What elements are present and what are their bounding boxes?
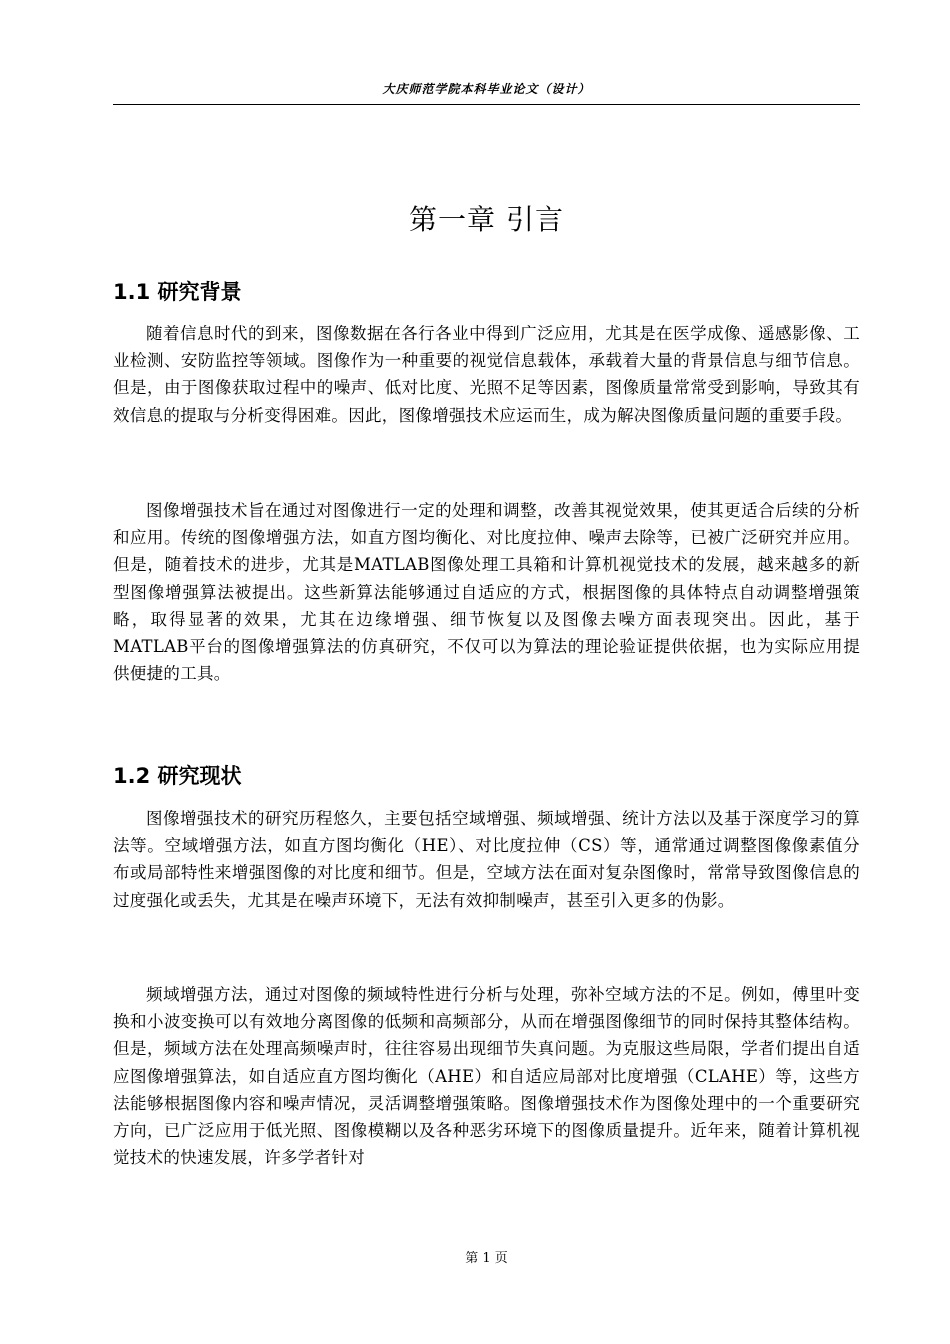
section-heading-status: 1.2 研究现状 xyxy=(113,764,242,788)
running-header: 大庆师范学院本科毕业论文（设计） xyxy=(382,82,591,96)
header-rule xyxy=(113,104,860,105)
chapter-title: 第一章 引言 xyxy=(409,203,564,236)
paragraph-status-1: 图像增强技术的研究历程悠久，主要包括空域增强、频域增强、统计方法以及基于深度学习的算法等。空域增强方法，如直方图均衡化（HE）、对比度拉伸（CS）等，通常通过调整图像像素值分布或局部特性来增强图像的对比度和细节。但是，空域方法在面对复杂图像时，常常导致图像信息的过度强化或丢失，尤其是在噪声环境下，无法有效抑制噪声，甚至引入更多的伪影。 xyxy=(113,809,860,910)
paragraph-status-2: 频域增强方法，通过对图像的频域特性进行分析与处理，弥补空域方法的不足。例如，傅里叶变换和小波变换可以有效地分离图像的低频和高频部分，从而在增强图像细节的同时保持其整体结构。但是，频域方法在处理高频噪声时，往往容易出现细节失真问题。为克服这些局限，学者们提出自适应图像增强算法，如自适应直方图均衡化（AHE）和自适应局部对比度增强（CLAHE）等，这些方法能够根据图像内容和噪声情况，灵活调整增强策略。图像增强技术作为图像处理中的一个重要研究方向，已广泛应用于低光照、图像模糊以及各种恶劣环境下的图像质量提升。近年来，随着计算机视觉技术的快速发展，许多学者针对 xyxy=(113,985,860,1168)
paragraph-background-2: 图像增强技术旨在通过对图像进行一定的处理和调整，改善其视觉效果，使其更适合后续的分析和应用。传统的图像增强方法，如直方图均衡化、对比度拉伸、噪声去除等，已被广泛研究并应用。但是，随着技术的进步，尤其是MATLAB图像处理工具箱和计算机视觉技术的发展，越来越多的新型图像增强算法被提出。这些新算法能够通过自适应的方式，根据图像的具体特点自动调整增强策略，取得显著的效果，尤其在边缘增强、细节恢复以及图像去噪方面表现突出。因此，基于MATLAB平台的图像增强算法的仿真研究，不仅可以为算法的理论验证提供依据，也为实际应用提供便捷的工具。 xyxy=(113,501,860,684)
section-heading-background: 1.1 研究背景 xyxy=(113,280,242,304)
page-number: 第 1 页 xyxy=(465,1251,508,1266)
paragraph-background-1: 随着信息时代的到来，图像数据在各行各业中得到广泛应用，尤其是在医学成像、遥感影像、工业检测、安防监控等领域。图像作为一种重要的视觉信息载体，承载着大量的背景信息与细节信息。但是，由于图像获取过程中的噪声、低对比度、光照不足等因素，图像质量常常受到影响，导致其有效信息的提取与分析变得困难。因此，图像增强技术应运而生，成为解决图像质量问题的重要手段。 xyxy=(113,324,860,425)
